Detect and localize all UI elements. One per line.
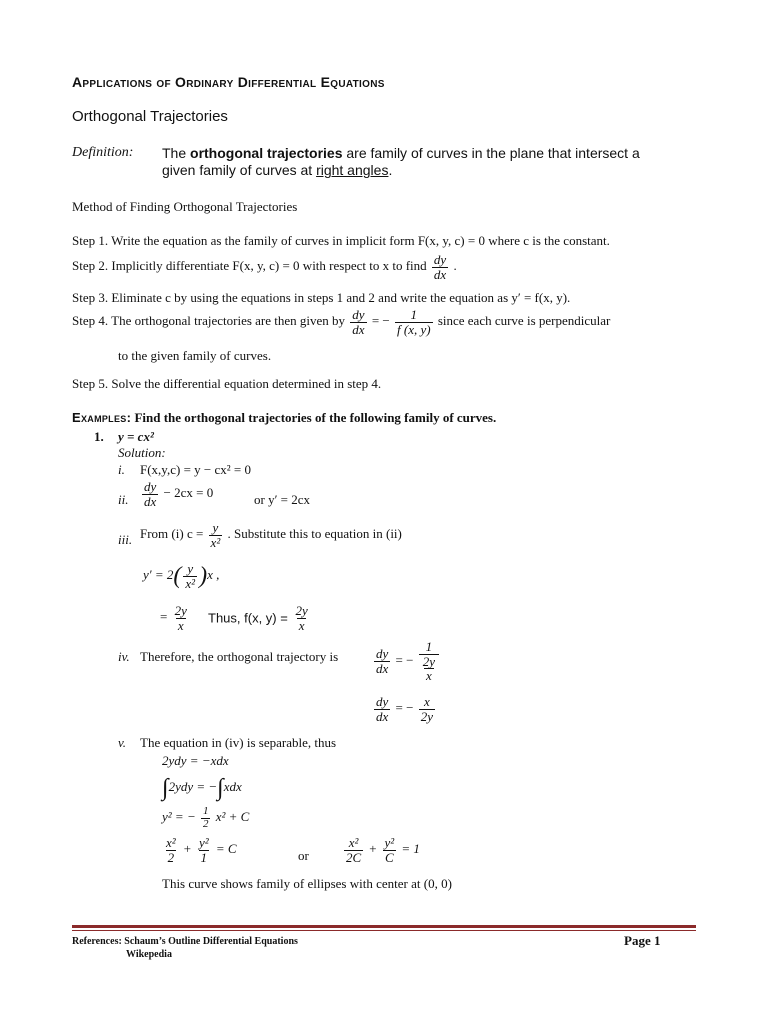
v-line-3-fraction: [201, 806, 211, 830]
step-iii-num: y: [212, 520, 219, 535]
yprime-pre: y′ = 2: [143, 567, 174, 583]
step-v-text: The equation in (iv) is separable, thus: [140, 735, 337, 750]
eq2-line: [160, 604, 191, 632]
v-line-2-b: xdx: [223, 778, 242, 794]
step-iii-label: iii.: [118, 532, 133, 547]
step-ii-fraction: [142, 480, 158, 508]
v4-b-den: 1: [200, 849, 208, 865]
v-line-4-alt: [342, 836, 420, 864]
footer-rule-thin: [72, 930, 696, 931]
iv-lhs: [374, 647, 390, 675]
step-2: [72, 253, 457, 281]
step-ii-den: dx: [144, 493, 157, 509]
v4-c: [344, 836, 363, 864]
iv2-lhs: [374, 695, 390, 723]
solution-label: Solution:: [118, 445, 166, 460]
v4-equals-2: = 1: [401, 841, 420, 857]
example-equation: y = cx²: [118, 429, 154, 444]
v4-c-den: 2C: [346, 849, 362, 865]
thus-num: 2y: [295, 603, 308, 618]
left-paren: (: [173, 563, 182, 590]
page-number: Page 1: [624, 933, 661, 948]
step-4-lhs-den: dx: [352, 321, 365, 337]
yprime-num: y: [187, 561, 194, 576]
step-2-text: Step 2. Implicitly differentiate F(x, y, c) = 0 with respect to x to find: [72, 258, 427, 274]
v4-a-den: 2: [167, 849, 175, 865]
iv2-rhs: [419, 695, 435, 723]
step-iii-post: . Substitute this to equation in (ii): [227, 526, 402, 542]
step-4-lhs: [350, 308, 366, 336]
step-iv-equation: [372, 640, 441, 683]
step-2-num: dy: [433, 252, 447, 267]
step-2-period: .: [453, 258, 457, 274]
step-iii-den: x²: [210, 534, 221, 550]
iv2-lhs-num: dy: [376, 694, 389, 709]
step-4-rhs-den: f (x, y): [397, 321, 431, 337]
v-line-1: 2ydy = −xdx: [162, 753, 229, 768]
v4-b: [197, 836, 211, 864]
step-2-fraction: [432, 253, 448, 281]
eq2-equals: =: [160, 609, 168, 625]
step-ii-equation: [140, 480, 213, 508]
thus-den: x: [298, 617, 305, 633]
yprime-den: x²: [185, 575, 196, 591]
iv2-rhs-den: 2y: [420, 708, 433, 724]
step-i-equation: F(x,y,c) = y − cx² = 0: [140, 462, 251, 477]
v-line-3-den: 2: [202, 817, 209, 830]
iv2-rhs-num: x: [423, 694, 430, 709]
step-2-den: dx: [433, 266, 447, 282]
iv2-equals: = −: [395, 700, 414, 716]
step-5: Step 5. Solve the differential equation determined in step 4.: [72, 376, 382, 391]
step-3: Step 3. Eliminate c by using the equations in steps 1 and 2 and write the equation as y′ = f(x, y).: [72, 290, 571, 305]
definition-line-2: [162, 162, 392, 178]
footer-rule-thick: [72, 925, 696, 928]
definition-label: Definition:: [72, 145, 134, 160]
definition-line2-post: .: [388, 162, 393, 178]
thus-label: Thus, f(x, y) =: [208, 610, 288, 626]
references-wiki: Wikepedia: [126, 949, 172, 960]
iv-lhs-den: dx: [376, 660, 389, 676]
step-iv-text: Therefore, the orthogonal trajectory is: [140, 649, 339, 664]
v-line-3-pre: y² = −: [162, 809, 196, 825]
definition-text-mid: are family of curves in the plane that intersect a: [342, 145, 640, 161]
thus-line: [208, 604, 312, 632]
definition-line-1: [162, 145, 640, 161]
v-line-2-a: 2ydy = −: [168, 778, 218, 794]
step-4: [72, 308, 610, 336]
eq2-num: 2y: [174, 603, 187, 618]
iv-rhs-inner-fraction: [421, 655, 437, 683]
step-iv-label: iv.: [118, 649, 130, 664]
v4-b-num: y²: [198, 835, 209, 850]
step-ii-num: dy: [144, 479, 157, 494]
iv-lhs-num: dy: [376, 646, 389, 662]
step-1: Step 1. Write the equation as the family of curves in implicit form F(x, y, c) = 0 where c is the constant.: [72, 233, 610, 248]
v4-d-num: y²: [384, 835, 395, 850]
step-ii-label: ii.: [118, 492, 129, 507]
step-4-line-2: to the given family of curves.: [118, 348, 272, 363]
conclusion-text: This curve shows family of ellipses with center at (0, 0): [162, 876, 452, 891]
definition-term: orthogonal trajectories: [190, 145, 343, 161]
iv-rhs-inner-num: 2y: [422, 653, 435, 669]
step-i-label: i.: [118, 462, 125, 477]
method-title: Method of Finding Orthogonal Trajectories: [72, 199, 298, 214]
eq2-fraction: [173, 604, 189, 632]
step-4-rhs: [395, 308, 433, 336]
iv-rhs: [419, 640, 439, 683]
step-4-lhs-num: dy: [352, 307, 365, 322]
definition-line2-pre: given family of curves at: [162, 162, 317, 178]
v-or-text: or: [298, 848, 309, 863]
step-iv-simplified: [372, 695, 437, 723]
step-v-label: v.: [118, 735, 127, 750]
iv-rhs-inner-den: x: [425, 668, 432, 684]
section-title: Orthogonal Trajectories: [72, 108, 228, 125]
integral-sign-2: ∫: [217, 775, 224, 801]
v4-a: [164, 836, 178, 864]
iv-rhs-num: 1: [425, 639, 433, 654]
step-4-equals: = −: [371, 313, 390, 329]
step-iii-equation: [140, 521, 402, 549]
step-iii-pre: From (i) c =: [140, 526, 204, 542]
examples-heading: [72, 410, 496, 426]
eq2-den: x: [177, 617, 184, 633]
v-line-3-num: 1: [202, 805, 209, 817]
yprime-fraction: [183, 562, 197, 590]
v-line-3-post: x² + C: [215, 809, 250, 825]
iv-rhs-den: [419, 654, 439, 683]
v4-plus: +: [182, 841, 192, 857]
thus-fraction: [293, 604, 309, 632]
step-4-text: Step 4. The orthogonal trajectories are then given by: [72, 313, 346, 329]
step-ii-alt: or y′ = 2cx: [254, 492, 311, 507]
yprime-equation: [143, 562, 219, 590]
v4-equals: = C: [215, 841, 237, 857]
v-line-3: [162, 806, 249, 830]
step-ii-tail: − 2cx = 0: [163, 485, 214, 501]
v-line-2: [162, 776, 242, 800]
step-4-rhs-num: 1: [410, 307, 418, 322]
step-iii-fraction: [209, 521, 223, 549]
v4-a-num: x²: [166, 835, 176, 850]
iv-equals: = −: [395, 652, 414, 668]
v-line-4: [162, 836, 237, 864]
v4-d-den: C: [384, 849, 394, 865]
examples-instruction: Find the orthogonal trajectories of the following family of curves.: [131, 410, 497, 425]
right-paren: ): [199, 563, 208, 590]
references-text: References: Schaum’s Outline Differential Equations: [72, 936, 298, 947]
step-4-post: since each curve is perpendicular: [437, 313, 611, 329]
iv2-lhs-den: dx: [376, 708, 389, 724]
integral-sign-1: ∫: [162, 775, 169, 801]
v4-c-num: x²: [348, 835, 359, 850]
yprime-post: x ,: [207, 567, 220, 583]
example-number: 1.: [94, 429, 104, 444]
definition-text-pre: The: [162, 145, 191, 161]
document-title: Applications of Ordinary Differential Equations: [72, 74, 385, 90]
v4-plus-2: +: [368, 841, 378, 857]
right-angles-text: right angles: [316, 162, 389, 178]
examples-label: Examples:: [72, 410, 132, 425]
v4-d: [382, 836, 396, 864]
